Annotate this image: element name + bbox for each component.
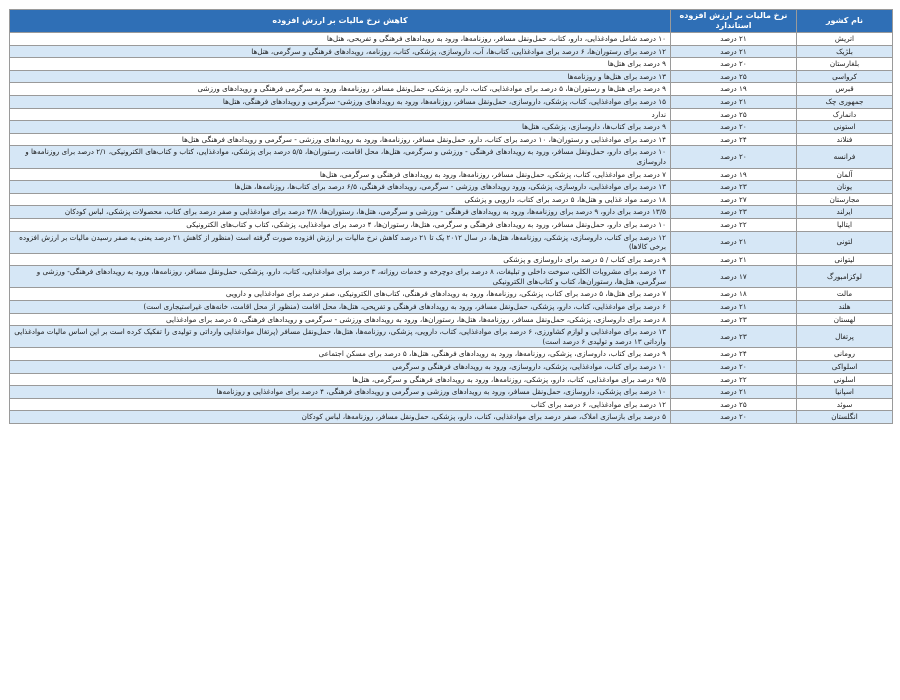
table-row	[10, 193, 893, 206]
cell-country: جمهوری چک	[797, 95, 893, 108]
cell-reduced-rate: ۱۳ درصد برای هتل‌ها و روزنامه‌ها	[10, 70, 671, 83]
cell-country: هلند	[797, 301, 893, 314]
cell-reduced-rate: ۹ درصد برای هتل‌ها و رستوران‌ها، ۵ درصد برای مواد‌غذایی، کتاب، دارو، پزشکی، حمل‌ونقل مسافر، روزنامه‌ها، ورود به سرگرمی فرهنگی و رویدادهای ورزشی	[10, 83, 671, 96]
cell-reduced-rate: ۱۰ درصد برای دارو، حمل‌ونقل مسافر، ورود به رویدادهای فرهنگی - ورزشی و سرگرمی، هتل‌ها، محل اقامت، رستوران‌ها، ۵/۵ درصد برای پزشکی، مواد‌غذایی، کتاب و کتاب‌های الکترونیکی، ۲/۱ درصد برای روزنامه‌ها و داروسازی	[10, 146, 671, 168]
cell-standard-rate: ۱۷ درصد	[671, 266, 797, 288]
cell-reduced-rate: ۱۴ درصد برای مواد‌غذایی و رستوران‌ها، ۱۰ درصد برای کتاب، دارو، حمل‌ونقل مسافر، روزنامه‌ها، ورود به رویدادهای ورزشی - سرگرمی و رویدادهای فرهنگی هتل‌ها	[10, 133, 671, 146]
cell-standard-rate: ۱۸ درصد	[671, 288, 797, 301]
header-country: نام کشور	[797, 10, 893, 33]
cell-reduced-rate: ۱۰ درصد برای دارو، حمل‌ونقل مسافر، ورود به رویدادهای فرهنگی و سرگرمی، هتل‌ها، رستوران‌ها، ۴ درصد برای مواد‌غذایی، پزشکی، کتاب و کتاب‌های الکترونیکی	[10, 218, 671, 231]
cell-country: مجارستان	[797, 193, 893, 206]
cell-standard-rate: ۲۰ درصد	[671, 121, 797, 134]
cell-standard-rate: ۲۵ درصد	[671, 70, 797, 83]
cell-country: لیتوانی	[797, 253, 893, 266]
cell-country: اسلونی	[797, 373, 893, 386]
table-row	[10, 348, 893, 361]
cell-country: ایتالیا	[797, 218, 893, 231]
table-row	[10, 218, 893, 231]
cell-reduced-rate: ۱۲ درصد برای مواد‌غذایی، ۶ درصد برای کتاب	[10, 398, 671, 411]
table-row	[10, 361, 893, 374]
table-row	[10, 33, 893, 46]
table-row	[10, 301, 893, 314]
header-standard-rate: نرخ مالیات بر ارزش افزوده استاندارد	[671, 10, 797, 33]
cell-country: فرانسه	[797, 146, 893, 168]
cell-country: سوئد	[797, 398, 893, 411]
cell-country: فنلاند	[797, 133, 893, 146]
cell-country: یونان	[797, 181, 893, 194]
cell-reduced-rate: ۱۳/۵ درصد برای دارو، ۹ درصد برای روزنامه‌ها، ورود به رویدادهای فرهنگی - ورزشی و سرگرمی، هتل‌ها، رستوران‌ها، ۴/۸ درصد برای مواد‌غذایی و صفر درصد برای کتاب، محصولات پزشکی، لباس کودکان	[10, 206, 671, 219]
cell-standard-rate: ۲۱ درصد	[671, 45, 797, 58]
table-row	[10, 83, 893, 96]
header-reduced-rate: کاهش نرخ مالیات بر ارزش افزوده	[10, 10, 671, 33]
cell-country: بلژیک	[797, 45, 893, 58]
cell-country: مالت	[797, 288, 893, 301]
cell-standard-rate: ۲۱ درصد	[671, 301, 797, 314]
cell-standard-rate: ۲۳ درصد	[671, 206, 797, 219]
cell-reduced-rate: ۱۳ درصد برای مواد‌غذایی و لوازم کشاورزی، ۶ درصد برای مواد‌غذایی، کتاب، دارویی، پزشکی، روزنامه‌ها، هتل‌ها، حمل‌ونقل مسافر (پرتغال مواد‌غذایی وارداتی و تولیدی را تفکیک کرده است بر این اساس مالیات مواد‌غذایی وارداتی ۱۳ درصد و تولیدی ۶ درصد است)	[10, 326, 671, 348]
table-row	[10, 181, 893, 194]
cell-country: لهستان	[797, 313, 893, 326]
table-row	[10, 411, 893, 424]
table-row	[10, 231, 893, 253]
cell-reduced-rate: ۵ درصد برای بازسازی املاک، صفر درصد برای مواد‌غذایی، کتاب، دارو، پزشکی، حمل‌ونقل مسافر، روزنامه‌ها، لباس کودکان	[10, 411, 671, 424]
table-row	[10, 313, 893, 326]
cell-standard-rate: ۲۱ درصد	[671, 253, 797, 266]
table-row	[10, 58, 893, 71]
cell-country: اسپانیا	[797, 386, 893, 399]
cell-reduced-rate: ۱۸ درصد مواد غذایی و هتل‌ها، ۵ درصد برای کتاب، دارویی و پزشکی	[10, 193, 671, 206]
cell-reduced-rate: ۷ درصد برای هتل‌ها، ۵ درصد برای کتاب، پزشکی، روزنامه‌ها، ورود به رویدادهای فرهنگی، کتاب‌های الکترونیکی، صفر درصد برای مواد‌غذایی و دارویی	[10, 288, 671, 301]
cell-country: رومانی	[797, 348, 893, 361]
cell-reduced-rate: ۹ درصد برای هتل‌ها	[10, 58, 671, 71]
table-row	[10, 45, 893, 58]
vat-rates-table	[9, 9, 893, 424]
cell-reduced-rate: ۱۰ درصد برای پزشکی، داروسازی، حمل‌ونقل مسافر، ورود به رویدادهای ورزشی و سرگرمی و رویدادهای فرهنگی، ۴ درصد برای مواد‌غذایی و روزنامه‌ها	[10, 386, 671, 399]
table-row	[10, 398, 893, 411]
cell-reduced-rate: ۱۰ درصد برای کتاب، مواد‌غذایی، پزشکی، داروسازی، ورود به رویدادهای فرهنگی و سرگرمی	[10, 361, 671, 374]
table-row	[10, 288, 893, 301]
cell-standard-rate: ۲۰ درصد	[671, 58, 797, 71]
cell-country: اسلواکی	[797, 361, 893, 374]
cell-reduced-rate: ۹ درصد برای کتاب‌ها، داروسازی، پزشکی، هتل‌ها	[10, 121, 671, 134]
cell-country: انگلستان	[797, 411, 893, 424]
table-row	[10, 373, 893, 386]
cell-standard-rate: ۲۳ درصد	[671, 313, 797, 326]
table-row	[10, 146, 893, 168]
table-row	[10, 326, 893, 348]
cell-standard-rate: ۲۱ درصد	[671, 386, 797, 399]
table-row	[10, 206, 893, 219]
table-row	[10, 253, 893, 266]
table-row	[10, 168, 893, 181]
table-header-row	[10, 10, 893, 33]
cell-standard-rate: ۲۲ درصد	[671, 218, 797, 231]
cell-standard-rate: ۲۴ درصد	[671, 133, 797, 146]
cell-reduced-rate: ۱۲ درصد برای رستوران‌ها، ۶ درصد برای مواد‌غذایی، کتاب‌ها، آب، داروسازی، پزشکی، کتاب، روزنامه، رویدادهای فرهنگی و سرگرمی، هتل‌ها	[10, 45, 671, 58]
cell-standard-rate: ۱۹ درصد	[671, 168, 797, 181]
cell-reduced-rate: ۹/۵ درصد برای مواد‌غذایی، کتاب، دارو، پزشکی، روزنامه‌ها، ورود به رویدادهای فرهنگی و سرگرمی، هتل‌ها	[10, 373, 671, 386]
cell-reduced-rate: ۱۵ درصد برای مواد‌غذایی، کتاب، پزشکی، داروسازی، حمل‌ونقل مسافر، روزنامه‌ها، ورود به رویدادهای ورزشی- سرگرمی و رویدادهای فرهنگی، هتل‌ها	[10, 95, 671, 108]
vat-table-container	[9, 9, 892, 424]
table-row	[10, 70, 893, 83]
cell-standard-rate: ۲۱ درصد	[671, 33, 797, 46]
table-row	[10, 133, 893, 146]
cell-standard-rate: ۲۴ درصد	[671, 348, 797, 361]
cell-standard-rate: ۲۲ درصد	[671, 373, 797, 386]
cell-country: آلمان	[797, 168, 893, 181]
cell-standard-rate: ۲۵ درصد	[671, 108, 797, 121]
cell-reduced-rate: ندارد	[10, 108, 671, 121]
cell-reduced-rate: ۱۲ درصد برای کتاب، داروسازی، پزشکی، روزنامه‌ها، هتل‌ها، در سال ۲۰۱۲ یک تا ۲۱ درصد کاهش نرخ مالیات بر ارزش افزوده صورت گرفته است (منظور از کاهش ۲۱ درصد یعنی به صفر رسیدن مالیات بر ارزش افزوده برخی کالاها)	[10, 231, 671, 253]
cell-standard-rate: ۲۷ درصد	[671, 193, 797, 206]
cell-standard-rate: ۲۰ درصد	[671, 146, 797, 168]
cell-reduced-rate: ۶ درصد برای مواد‌غذایی، کتاب، دارو، پزشکی، حمل‌ونقل مسافر، ورود به رویدادهای فرهنگی و تفریحی، هتل‌ها، محل اقامت (منظور از محل اقامت، خانه‌های غیراستیجاری است)	[10, 301, 671, 314]
cell-country: قبرس	[797, 83, 893, 96]
cell-country: کرواسی	[797, 70, 893, 83]
cell-reduced-rate: ۹ درصد برای کتاب، داروسازی، پزشکی، روزنامه‌ها، ورود به رویدادهای فرهنگی، هتل‌ها، ۵ درصد برای مسکن اجتماعی	[10, 348, 671, 361]
cell-reduced-rate: ۸ درصد برای داروسازی، پزشکی، حمل‌ونقل مسافر، روزنامه‌ها، هتل‌ها، رستوران‌ها، ورود به رویدادهای ورزشی - سرگرمی و رویدادهای فرهنگی، ۵ درصد برای مواد‌غذایی	[10, 313, 671, 326]
cell-country: لوکزامبورگ	[797, 266, 893, 288]
cell-country: لتونی	[797, 231, 893, 253]
cell-standard-rate: ۲۳ درصد	[671, 181, 797, 194]
cell-standard-rate: ۲۰ درصد	[671, 361, 797, 374]
cell-country: دانمارک	[797, 108, 893, 121]
cell-country: اتریش	[797, 33, 893, 46]
cell-standard-rate: ۲۱ درصد	[671, 231, 797, 253]
cell-standard-rate: ۲۱ درصد	[671, 95, 797, 108]
cell-reduced-rate: ۱۳ درصد برای مواد‌غذایی، داروسازی، پزشکی، ورود رویدادهای ورزشی - سرگرمی، رویدادهای فرهنگی، ۶/۵ درصد برای کتاب‌ها، روزنامه‌ها، هتل‌ها	[10, 181, 671, 194]
table-row	[10, 121, 893, 134]
table-body	[10, 33, 893, 424]
cell-reduced-rate: ۷ درصد برای مواد‌غذایی، کتاب، پزشکی، حمل‌ونقل مسافر، روزنامه‌ها، ورود به رویدادهای فرهنگی و سرگرمی، هتل‌ها	[10, 168, 671, 181]
cell-country: بلغارستان	[797, 58, 893, 71]
table-row	[10, 266, 893, 288]
table-row	[10, 108, 893, 121]
cell-country: ایرلند	[797, 206, 893, 219]
cell-standard-rate: ۲۳ درصد	[671, 326, 797, 348]
cell-country: پرتغال	[797, 326, 893, 348]
cell-standard-rate: ۱۹ درصد	[671, 83, 797, 96]
table-row	[10, 386, 893, 399]
cell-country: استونی	[797, 121, 893, 134]
table-row	[10, 95, 893, 108]
cell-reduced-rate: ۱۴ درصد برای مشروبات الکلی، سوخت داخلی و تبلیغات، ۸ درصد برای دوچرخه و خدمات روزانه، ۳ درصد برای مواد‌غذایی، کتاب، دارو، پزشکی، حمل‌ونقل مسافر، روزنامه‌ها، ورود به رویدادهای فرهنگی- ورزشی و سرگرمی، هتل‌ها، رستوران‌ها، کتاب و کتاب‌های الکترونیکی	[10, 266, 671, 288]
cell-standard-rate: ۲۰ درصد	[671, 411, 797, 424]
cell-reduced-rate: ۱۰ درصد شامل مواد‌غذایی، دارو، کتاب، حمل‌ونقل مسافر، روزنامه‌ها، ورود به رویدادهای فرهنگی و تفریحی، هتل‌ها	[10, 33, 671, 46]
cell-standard-rate: ۲۵ درصد	[671, 398, 797, 411]
cell-reduced-rate: ۹ درصد برای کتاب / ۵ درصد برای داروسازی و پزشکی	[10, 253, 671, 266]
